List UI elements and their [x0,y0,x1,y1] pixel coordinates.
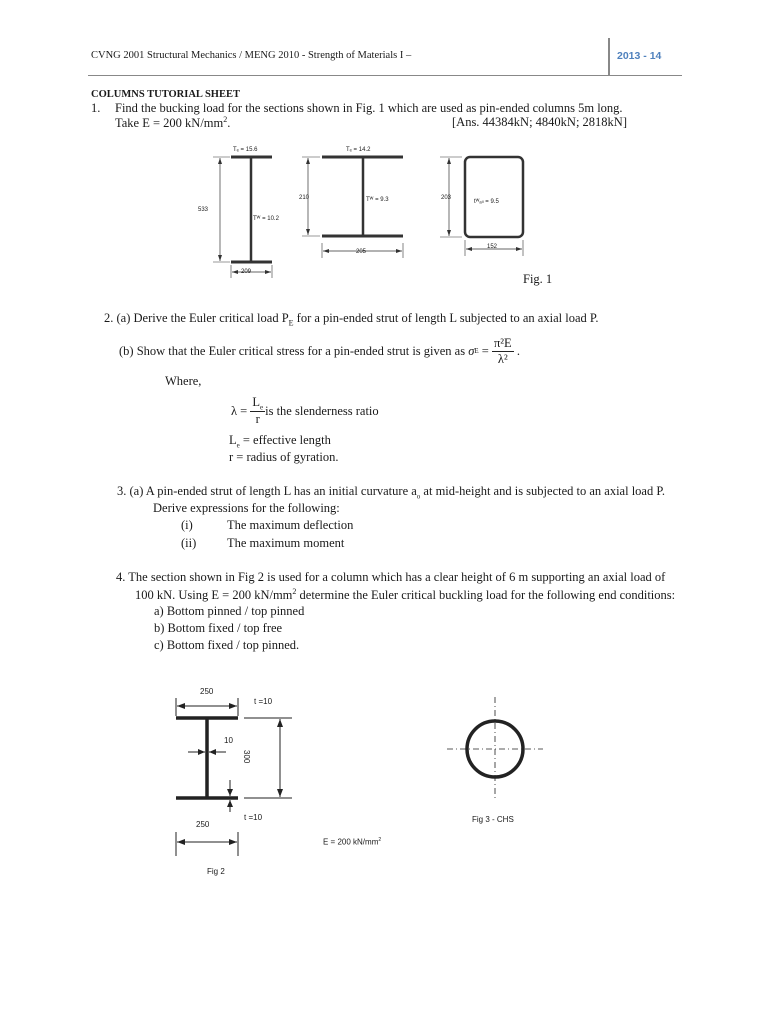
fig1-s2-tf: Tₑ = 14.2 [346,147,371,153]
fig1-s3-twall: tᵂₐₗₗ = 9.5 [474,199,499,205]
sheet-title: COLUMNS TUTORIAL SHEET [91,89,240,100]
q4-line1: 4. The section shown in Fig 2 is used for a column which has a clear height of 6 m supporting an axial load of [116,570,666,584]
fig1-s3-height: 203 [441,195,452,201]
q3-item-1-text: The maximum deflection [227,518,354,532]
q1-line1: Find the bucking load for the sections shown in Fig. 1 which are used as pin-ended columns 5m long. [115,101,623,115]
q3-item-1-num: (i) [181,518,193,532]
fig1-s3-width: 152 [487,244,498,250]
q2-where: Where, [165,374,202,388]
euler-stress-fraction: $\frac{\text{π²E}}{\text{λ²}}$ [493,335,512,366]
q4-option-b: b) Bottom fixed / top free [154,621,283,635]
slenderness-fraction: $\frac{L_e}{r}$ [252,394,264,427]
q1-number: 1. [91,101,101,115]
q3-item-2-text: The maximum moment [227,536,345,550]
q4-option-c: c) Bottom fixed / top pinned. [154,638,300,652]
fig2-web: 10 [224,736,233,745]
q3-line1: 3. (a) A pin-ended strut of length L has an initial curvature $a_o$ at mid-height and is subjected to an axial load P. [117,484,666,501]
header-course: CVNG 2001 Structural Mechanics / MENG 2010 - Strength of Materials I – [91,50,412,61]
q1-line2: Take E = 200 $kN/mm^2$. [115,115,231,131]
q3-item-2-num: (ii) [181,536,197,550]
q1-answer: [Ans. 44384kN; 4840kN; 2818kN] [452,115,627,129]
fig2-t-bottom: t =10 [244,813,263,822]
q2-le-def: $L_e$ = effective length [229,433,331,450]
q2-lambda-def: λ = $\frac{L_e}{r}$ is the slenderness ratio [231,394,379,427]
fig2-top-width: 250 [200,687,214,696]
fig3-label: Fig 3 - CHS [472,815,514,824]
fig2-t-top: t =10 [254,697,273,706]
q2-r-def: r = radius of gyration. [229,450,339,464]
fig1-s1-tf: Tₑ = 15.6 [233,147,258,153]
fig2-bottom-width: 250 [196,820,210,829]
fig1-s2-width: 205 [356,249,367,255]
q3-line2: Derive expressions for the following: [153,501,340,515]
fig1-s1-height: 533 [198,207,209,213]
q2-part-a: 2. (a) Derive the Euler critical load $P_E$ for a pin-ended strut of length L subjected to an axial load P. [104,311,599,328]
fig1-s1-tw: Tᵂ = 10.2 [253,216,279,222]
q4-option-a: a) Bottom pinned / top pinned [154,604,305,618]
fig1-s2-tw: Tᵂ = 9.3 [366,197,389,203]
fig2-label: Fig 2 [207,867,225,876]
fig1-s1-width: 209 [241,269,252,275]
fig1-label: Fig. 1 [523,272,553,286]
q4-line2: 100 kN. Using E = 200 $kN/mm^2$ determine the Euler critical buckling load for the following end conditions: [135,587,676,603]
fig2-height: 300 [242,750,251,764]
fig1-s2-height: 210 [299,195,310,201]
fig2-e-note: E = 200 $kN/mm^2$ [323,837,382,847]
q2-part-b: (b) Show that the Euler critical stress for a pin-ended strut is given as σ E = $\frac{\text{π²E}}{\text{λ²}}$ . [119,335,520,366]
header-year: 2013 - 14 [617,50,662,62]
